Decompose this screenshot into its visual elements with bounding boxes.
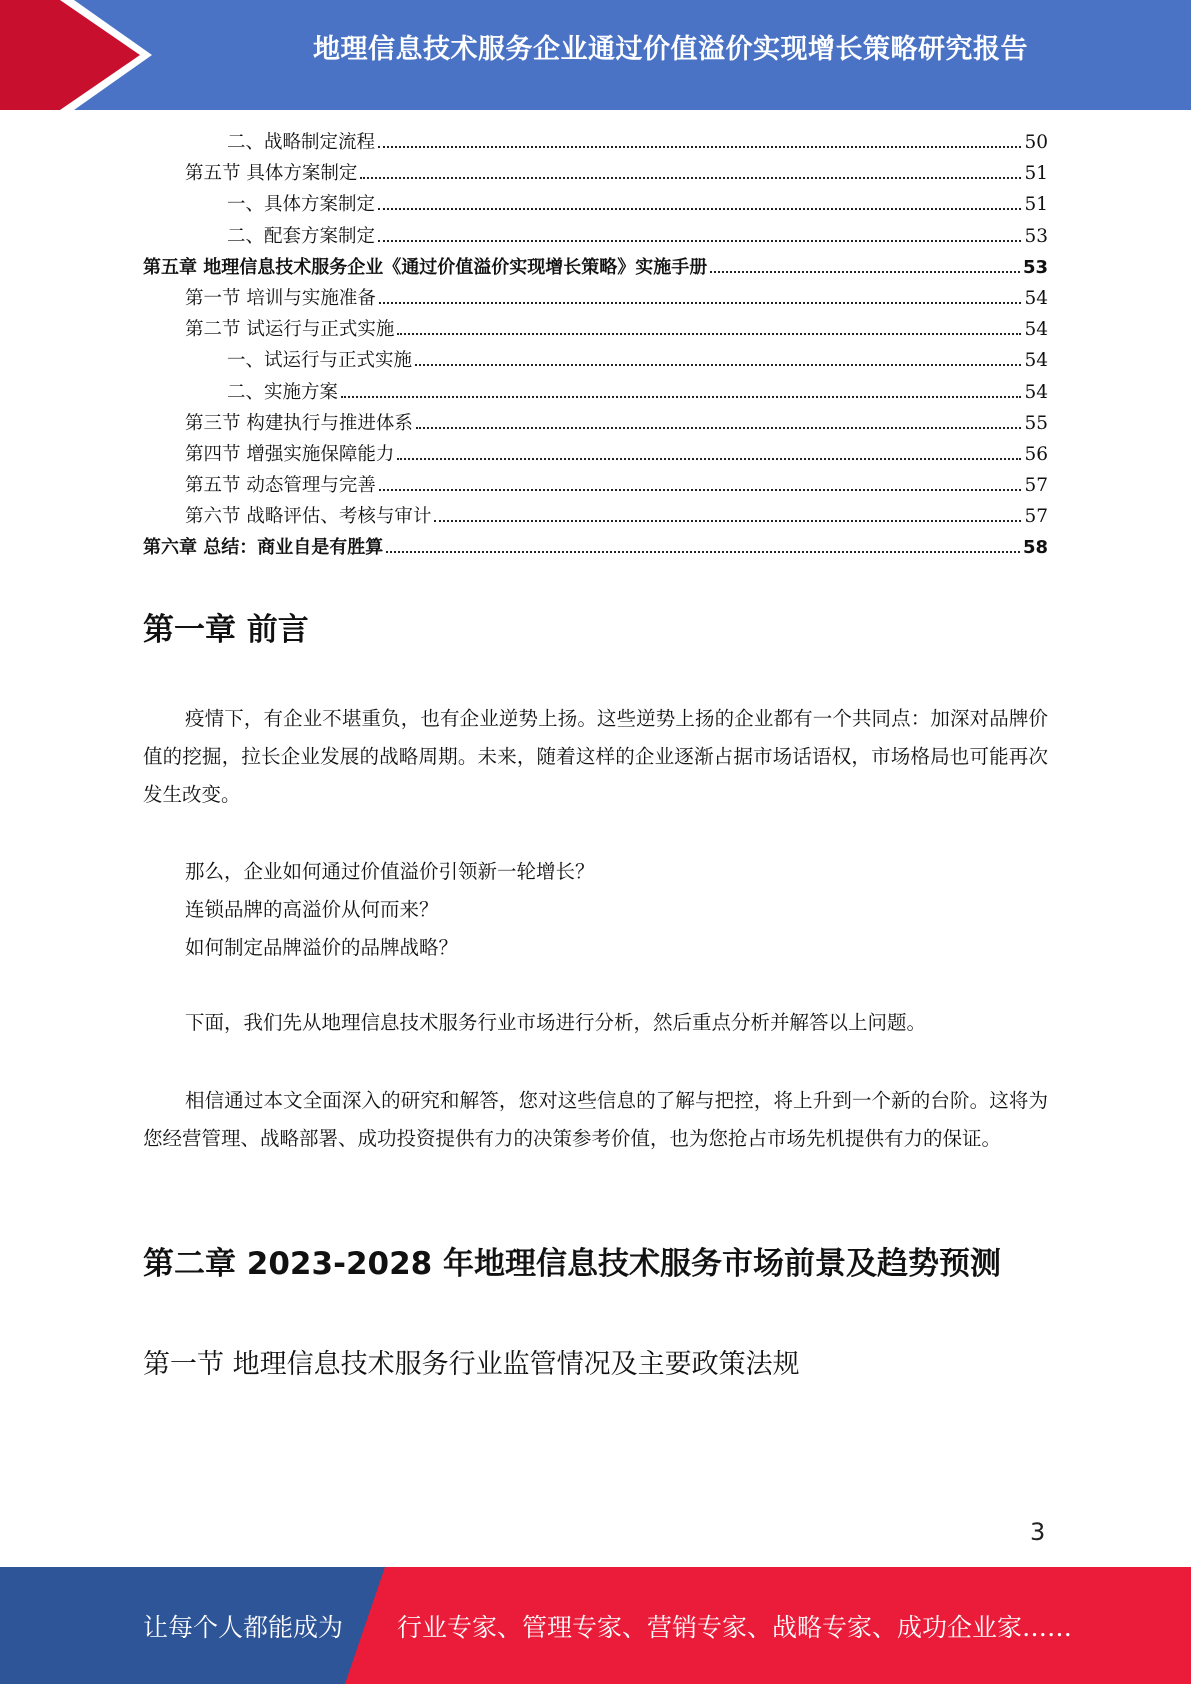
header-arrow-decoration — [0, 0, 160, 110]
toc-entry-page: 53 — [1024, 225, 1048, 247]
toc-entry-label: 二、战略制定流程 — [227, 132, 376, 153]
toc-entry[interactable] — [143, 409, 1048, 440]
toc-entry[interactable] — [143, 190, 1048, 221]
toc-dot-leader — [379, 301, 1022, 304]
toc-entry-page: 54 — [1024, 287, 1048, 309]
toc-dot-leader — [378, 207, 1021, 210]
toc-entry-page: 57 — [1024, 475, 1048, 497]
toc-entry-label: 第六节 战略评估、考核与审计 — [185, 506, 432, 528]
toc-entry-page: 51 — [1024, 163, 1048, 185]
toc-entry-page: 50 — [1024, 132, 1048, 153]
toc-dot-leader — [378, 239, 1021, 242]
footer-slogan-left: 让每个人都能成为 — [143, 1613, 344, 1642]
toc-entry-page: 51 — [1024, 194, 1048, 216]
toc-entry-label: 一、具体方案制定 — [227, 194, 376, 216]
toc-entry-label: 第六章 总结：商业自是有胜算 — [143, 537, 384, 559]
page-number: 3 — [1030, 1518, 1046, 1546]
toc-entry-page: 54 — [1024, 350, 1048, 372]
toc-entry-label: 第四节 增强实施保障能力 — [185, 443, 395, 465]
toc-entry-label: 第五节 具体方案制定 — [185, 163, 358, 185]
question-3: 如何制定品牌溢价的品牌战略？ — [185, 936, 459, 959]
chapter2-section1-title: 第一节 地理信息技术服务行业监管情况及主要政策法规 — [143, 1349, 800, 1380]
toc-entry-label: 二、实施方案 — [227, 381, 339, 403]
toc-entry[interactable] — [143, 502, 1048, 533]
toc-entry[interactable] — [143, 533, 1048, 564]
toc-entry-page: 57 — [1024, 506, 1048, 528]
question-1: 那么，企业如何通过价值溢价引领新一轮增长？ — [185, 860, 595, 883]
toc-entry-page: 54 — [1024, 319, 1048, 341]
chapter1-paragraph-3: 相信通过本文全面深入的研究和解答，您对这些信息的了解与把控，将上升到一个新的台阶。这将为您经营管理、战略部署、成功投资提供有力的决策参考价值，也为您抢占市场先机提供有力的保证。 — [143, 1089, 1048, 1150]
chapter1-paragraph-1: 疫情下，有企业不堪重负，也有企业逆势上扬。这些逆势上扬的企业都有一个共同点：加深对品牌价值的挖掘，拉长企业发展的战略周期。未来，随着这样的企业逐渐占据市场话语权，市场格局也可能再次发生改变。 — [143, 707, 1048, 806]
table-of-contents — [143, 128, 1048, 565]
toc-entry[interactable] — [143, 222, 1048, 253]
chapter1-paragraph-2: 下面，我们先从地理信息技术服务行业市场进行分析，然后重点分析并解答以上问题。 — [185, 1011, 927, 1034]
chapter2-title: 第二章 2023-2028 年地理信息技术服务市场前景及趋势预测 — [143, 1246, 1002, 1282]
toc-entry[interactable] — [143, 159, 1048, 190]
toc-entry[interactable] — [143, 378, 1048, 409]
toc-entry[interactable] — [143, 284, 1048, 315]
toc-entry-label: 第五章 地理信息技术服务企业《通过价值溢价实现增长策略》实施手册 — [143, 256, 708, 278]
toc-entry-label: 第三节 构建执行与推进体系 — [185, 412, 413, 434]
page-footer — [0, 1567, 1191, 1684]
toc-entry-page: 54 — [1024, 381, 1048, 403]
question-2: 连锁品牌的高溢价从何而来？ — [185, 898, 439, 921]
toc-entry-page: 55 — [1024, 412, 1048, 434]
toc-dot-leader — [416, 426, 1022, 429]
toc-dot-leader — [397, 457, 1021, 460]
toc-dot-leader — [379, 488, 1022, 491]
page-header — [0, 0, 1191, 110]
toc-entry-label: 二、配套方案制定 — [227, 225, 376, 247]
toc-entry[interactable] — [143, 440, 1048, 471]
toc-entry[interactable] — [143, 346, 1048, 377]
toc-entry-label: 第五节 动态管理与完善 — [185, 475, 376, 497]
footer-slogan-right: 行业专家、管理专家、营销专家、战略专家、成功企业家…… — [397, 1613, 1073, 1642]
toc-entry[interactable] — [143, 128, 1048, 159]
toc-entry-page: 56 — [1024, 443, 1048, 465]
chapter1-title: 第一章 前言 — [143, 612, 309, 648]
toc-entry[interactable] — [143, 315, 1048, 346]
toc-entry-page: 58 — [1022, 537, 1048, 559]
toc-entry-label: 第一节 培训与实施准备 — [185, 287, 376, 309]
toc-dot-leader — [386, 550, 1020, 553]
toc-dot-leader — [378, 145, 1021, 148]
header-title: 地理信息技术服务企业通过价值溢价实现增长策略研究报告 — [313, 34, 1028, 65]
toc-dot-leader — [397, 332, 1021, 335]
toc-dot-leader — [360, 176, 1021, 179]
toc-entry-label: 一、试运行与正式实施 — [227, 350, 413, 372]
toc-entry[interactable] — [143, 471, 1048, 502]
toc-dot-leader — [415, 363, 1021, 366]
toc-entry[interactable] — [143, 253, 1048, 284]
toc-entry-label: 第二节 试运行与正式实施 — [185, 319, 395, 341]
toc-dot-leader — [341, 395, 1021, 398]
toc-dot-leader — [434, 519, 1021, 522]
toc-dot-leader — [710, 270, 1020, 273]
toc-entry-page: 53 — [1022, 256, 1048, 278]
